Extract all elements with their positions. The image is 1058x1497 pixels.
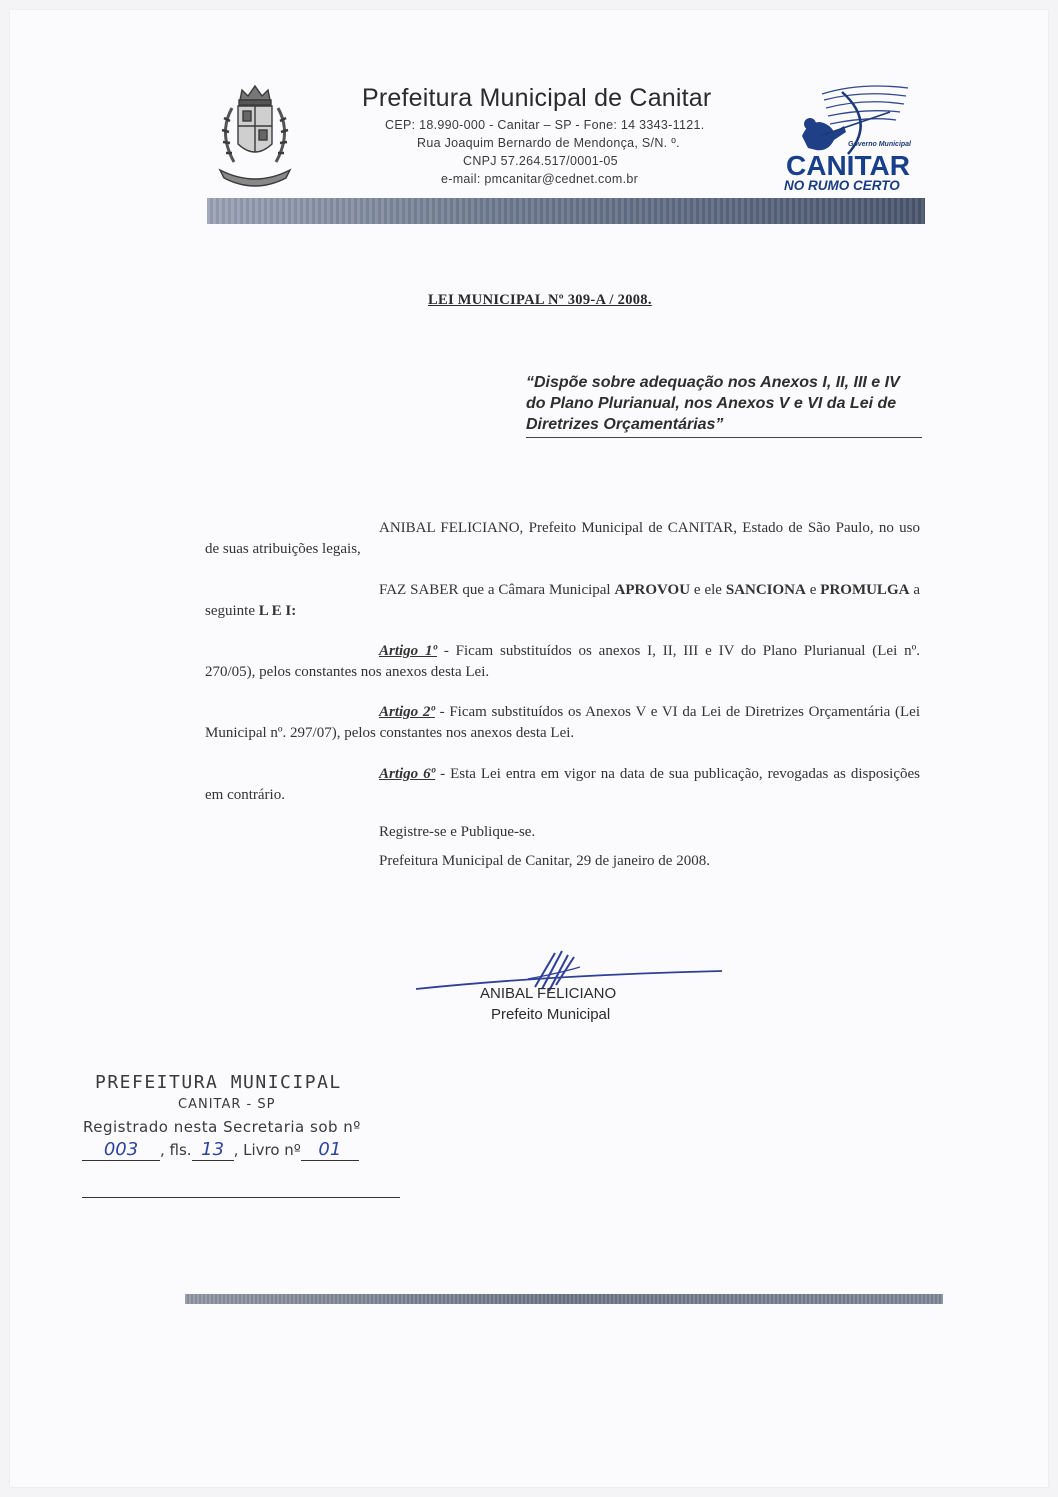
stamp-registration-text: Registrado nesta Secretaria sob nº — [83, 1118, 361, 1136]
article-6 — [205, 764, 920, 806]
header-address-cep: CEP: 18.990-000 - Canitar – SP - Fone: 14 3343-1121. — [385, 118, 705, 132]
stamp-fls-field: 13 — [192, 1140, 234, 1161]
header-cnpj: CNPJ 57.264.517/0001-05 — [463, 154, 618, 168]
signature-name: ANIBAL FELICIANO — [480, 985, 617, 1002]
article-2-text: - Ficam substituídos os Anexos V e VI da Lei de Diretrizes Orçamentária (Lei Municipal nº. 297/07), pelos constantes nos anexos desta Lei. — [205, 704, 920, 741]
article-2 — [205, 702, 920, 744]
law-summary: “Dispõe sobre adequação nos Anexos I, II, III e IV do Plano Plurianual, nos Anexos V e VI da Lei de Diretrizes Orçamentárias” — [526, 372, 922, 438]
article-6-text: - Esta Lei entra em vigor na data de sua publicação, revogadas as disposições em contrário. — [205, 766, 920, 803]
proclamation-text: e ele — [690, 582, 726, 598]
article-1-text: - Ficam substituídos os anexos I, II, III e IV do Plano Plurianual (Lei nº. 270/05), pelos constantes nos anexos desta Lei. — [205, 643, 920, 680]
registre-line: Registre-se e Publique-se. — [379, 824, 536, 840]
article-1 — [205, 641, 920, 683]
stamp-livro-label: , Livro nº — [233, 1141, 301, 1159]
stamp-fls-label: , fls. — [160, 1141, 192, 1159]
stamp-registration-fields — [82, 1140, 402, 1166]
document-page — [10, 10, 1048, 1487]
municipal-crest-icon — [212, 78, 298, 190]
stamp-livro-field: 01 — [301, 1140, 359, 1161]
sanciona-text: SANCIONA — [725, 582, 806, 598]
logo-name: CANITAR — [786, 150, 910, 181]
article-2-label: Artigo 2º — [379, 704, 435, 720]
aprovou-text: APROVOU — [614, 582, 691, 598]
logo-slogan: NO RUMO CERTO — [784, 178, 900, 193]
header-email: e-mail: pmcanitar@cednet.com.br — [441, 172, 639, 186]
proclamation-text: e — [805, 582, 821, 598]
header-divider-bar — [207, 198, 925, 224]
law-title: LEI MUNICIPAL Nº 309-A / 2008. — [428, 292, 652, 308]
article-1-label: Artigo 1º — [379, 643, 438, 659]
preamble-paragraph: ANIBAL FELICIANO, Prefeito Municipal de CANITAR, Estado de São Paulo, no uso de suas atribuições legais, — [205, 520, 920, 557]
signature-role: Prefeito Municipal — [491, 1006, 611, 1023]
logo-government-label: Governo Municipal — [848, 141, 912, 148]
header-title: Prefeitura Municipal de Canitar — [362, 84, 712, 112]
header-address-street: Rua Joaquim Bernardo de Mendonça, S/N. º. — [417, 136, 680, 150]
proclamation-paragraph — [205, 580, 920, 622]
stamp-number-field: 003 — [82, 1140, 160, 1161]
stamp-title: PREFEITURA MUNICIPAL — [95, 1072, 342, 1093]
proclamation-text: a seguinte — [205, 582, 920, 619]
lei-text: L E I: — [258, 603, 297, 619]
stamp-signature-line — [82, 1197, 400, 1198]
promulga-text: PROMULGA — [820, 582, 910, 598]
footer-divider-bar — [185, 1294, 943, 1304]
proclamation-text: FAZ SABER que a Câmara Municipal — [379, 582, 615, 598]
article-6-label: Artigo 6º — [379, 766, 436, 782]
stamp-city: CANITAR - SP — [178, 1097, 276, 1112]
date-line: Prefeitura Municipal de Canitar, 29 de janeiro de 2008. — [379, 853, 710, 869]
